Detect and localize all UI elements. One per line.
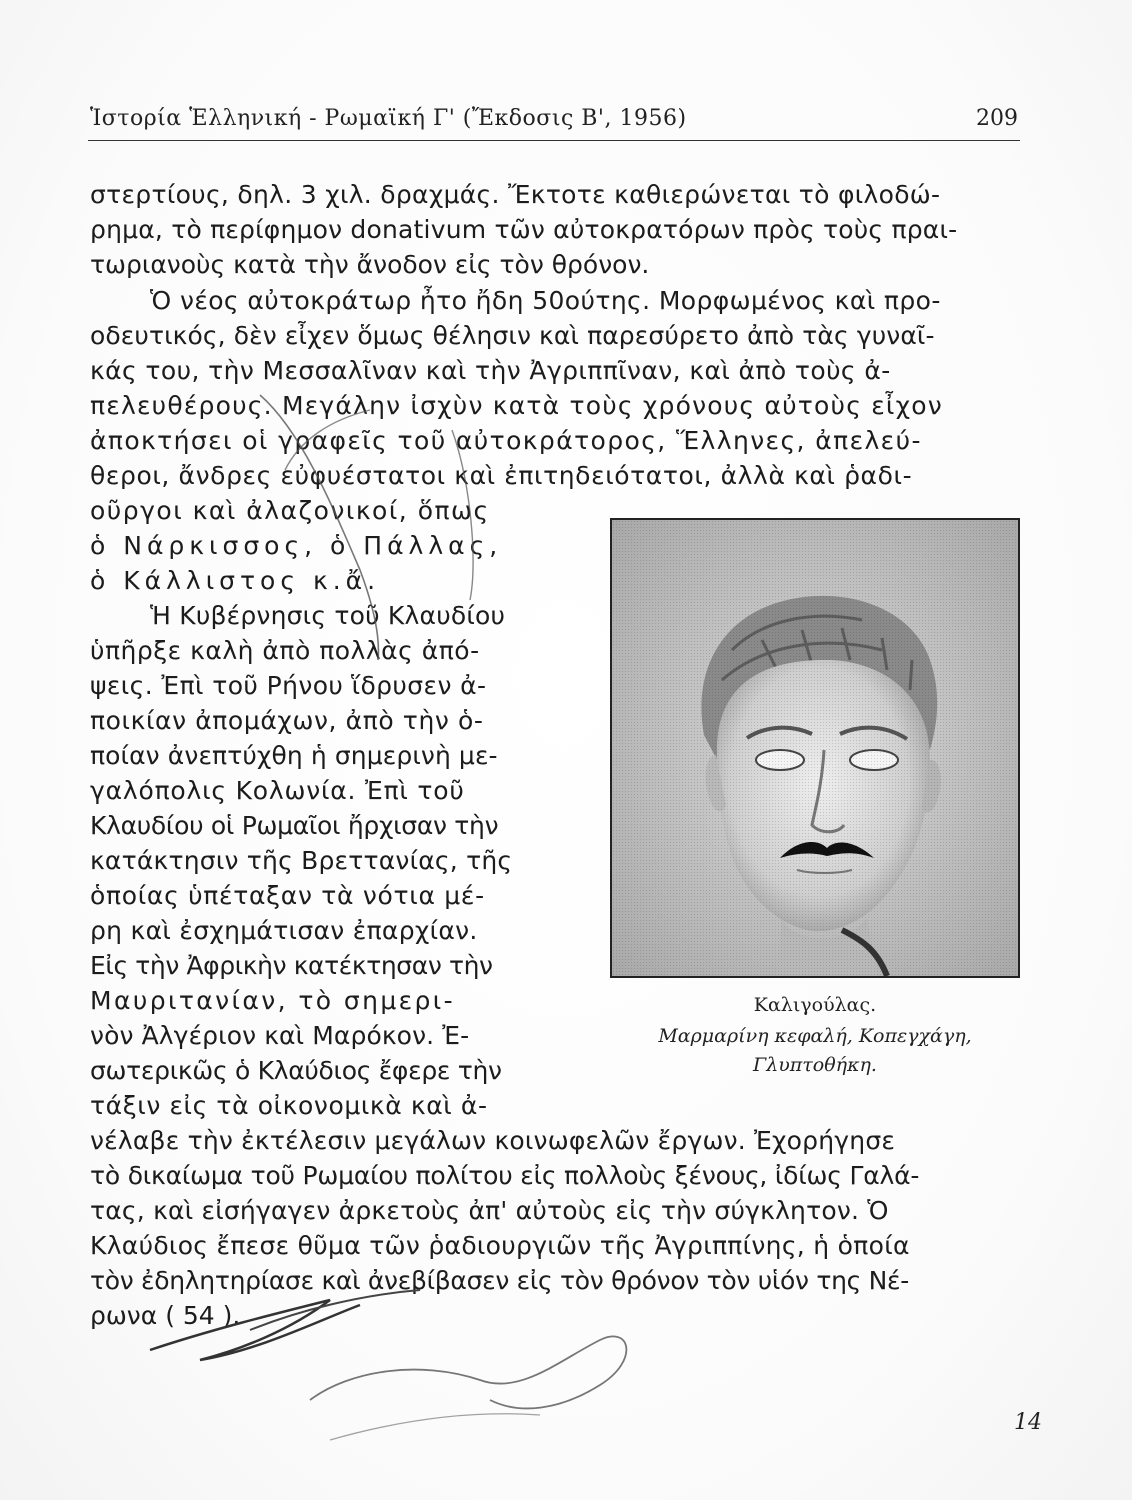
body-line: κατάκτησιν τῆς Βρεττανίας, τῆς — [90, 846, 513, 875]
body-line: ρημα, τὸ περίφημον donativum τῶν αὐτοκρατόρων πρὸς τοὺς πραι- — [90, 215, 958, 244]
body-line: τὸν ἐδηλητηρίασε καὶ ἀνεβίβασεν εἰς τὸν θρόνον τὸν υἱόν της Νέ- — [90, 1266, 909, 1295]
body-line: σωτερικῶς ὁ Κλαύδιος ἔφερε τὴν — [90, 1056, 502, 1085]
body-line: οδευτικός, δὲν εἶχεν ὅμως θέλησιν καὶ παρεσύρετο ἀπὸ τὰς γυναῖ- — [90, 321, 935, 350]
body-line: ρωνα ( 54 ). — [90, 1301, 241, 1330]
body-line: οῦργοι καὶ ἀλαζονικοί, ὅπως — [90, 496, 490, 525]
body-line: τωριανοὺς κατὰ τὴν ἄνοδον εἰς τὸν θρόνον. — [90, 250, 650, 279]
body-line: πελευθέρους. Μεγάλην ἰσχὺν κατὰ τοὺς χρόνους αὐτοὺς εἶχον — [90, 391, 943, 420]
marble-head-image — [612, 520, 1018, 976]
body-line: νὸν Ἀλγέριον καὶ Μαρόκον. Ἐ- — [90, 1021, 470, 1050]
figure-caption-line: Γλυπτοθήκη. — [753, 1054, 877, 1076]
body-line: ὁ Κάλλιστος κ.ἄ. — [90, 566, 381, 595]
portrait-figure — [610, 518, 1020, 978]
body-line: ποικίαν ἀπομάχων, ἀπὸ τὴν ὁ- — [90, 706, 484, 735]
page-number: 209 — [976, 106, 1018, 131]
running-header — [88, 100, 1020, 141]
body-line: ποίαν ἀνεπτύχθη ἡ σημερινὴ με- — [90, 741, 498, 770]
body-line: γαλόπολις Κολωνία. Ἐπὶ τοῦ — [90, 776, 465, 805]
figure-caption-title: Καλιγούλας. — [753, 994, 877, 1016]
body-line: ὑπῆρξε καλὴ ἀπὸ πολλὰς ἀπό- — [90, 636, 480, 665]
body-line: Εἰς τὴν Ἀφρικὴν κατέκτησαν τὴν — [90, 951, 493, 980]
body-line: Ἡ Κυβέρνησις τοῦ Κλαυδίου — [150, 601, 506, 630]
body-line: ρη καὶ ἐσχημάτισαν ἐπαρχίαν. — [90, 916, 478, 945]
body-line: ὁποίας ὑπέταξαν τὰ νότια μέ- — [90, 881, 485, 910]
body-line: τας, καὶ εἰσήγαγεν ἀρκετοὺς ἀπ' αὐτοὺς εἰς τὴν σύγκλητον. Ὁ — [90, 1196, 889, 1225]
body-line: Ὁ νέος αὐτοκράτωρ ἦτο ἤδη 50ούτης. Μορφωμένος καὶ προ- — [150, 286, 941, 315]
body-line: νέλαβε τὴν ἐκτέλεσιν μεγάλων κοινωφελῶν ἔργων. Ἐχορήγησε — [90, 1126, 896, 1155]
body-line: τάξιν εἰς τὰ οἰκονομικὰ καὶ ἀ- — [90, 1091, 488, 1120]
body-line: ὁ Νάρκισσος, ὁ Πάλλας, — [90, 531, 503, 560]
body-line: Κλαυδίου οἱ Ρωμαῖοι ἤρχισαν τὴν — [90, 811, 499, 840]
signature-number: 14 — [1014, 1410, 1042, 1435]
body-line: ἀποκτήσει οἱ γραφεῖς τοῦ αὐτοκράτορος, Ἕλληνες, ἀπελεύ- — [90, 426, 922, 455]
figure-caption-line: Μαρμαρίνη κεφαλή, Κοπεγχάγη, — [658, 1025, 972, 1047]
body-line: τὸ δικαίωμα τοῦ Ρωμαίου πολίτου εἰς πολλοὺς ξένους, ἰδίως Γαλά- — [90, 1161, 920, 1190]
body-line: θεροι, ἄνδρες εὐφυέστατοι καὶ ἐπιτηδειότατοι, ἀλλὰ καὶ ῥαδι- — [90, 461, 913, 490]
body-line: ψεις. Ἐπὶ τοῦ Ρήνου ἵδρυσεν ἀ- — [90, 671, 487, 700]
body-line: Κλαύδιος ἔπεσε θῦμα τῶν ῥαδιουργιῶν τῆς Ἀγριππίνης, ἡ ὁποία — [90, 1231, 910, 1260]
body-line: Μαυριτανίαν, τὸ σημερι- — [90, 986, 456, 1015]
body-line: στερτίους, δηλ. 3 χιλ. δραχμάς. Ἔκτοτε καθιερώνεται τὸ φιλοδώ- — [90, 180, 941, 209]
book-title: Ἱστορία Ἑλληνική - Ρωμαϊκή Γ' (Ἔκδοσις Β', 1956) — [90, 106, 687, 131]
body-line: κάς του, τὴν Μεσσαλῖναν καὶ τὴν Ἀγριππῖναν, καὶ ἀπὸ τοὺς ἀ- — [90, 356, 891, 385]
